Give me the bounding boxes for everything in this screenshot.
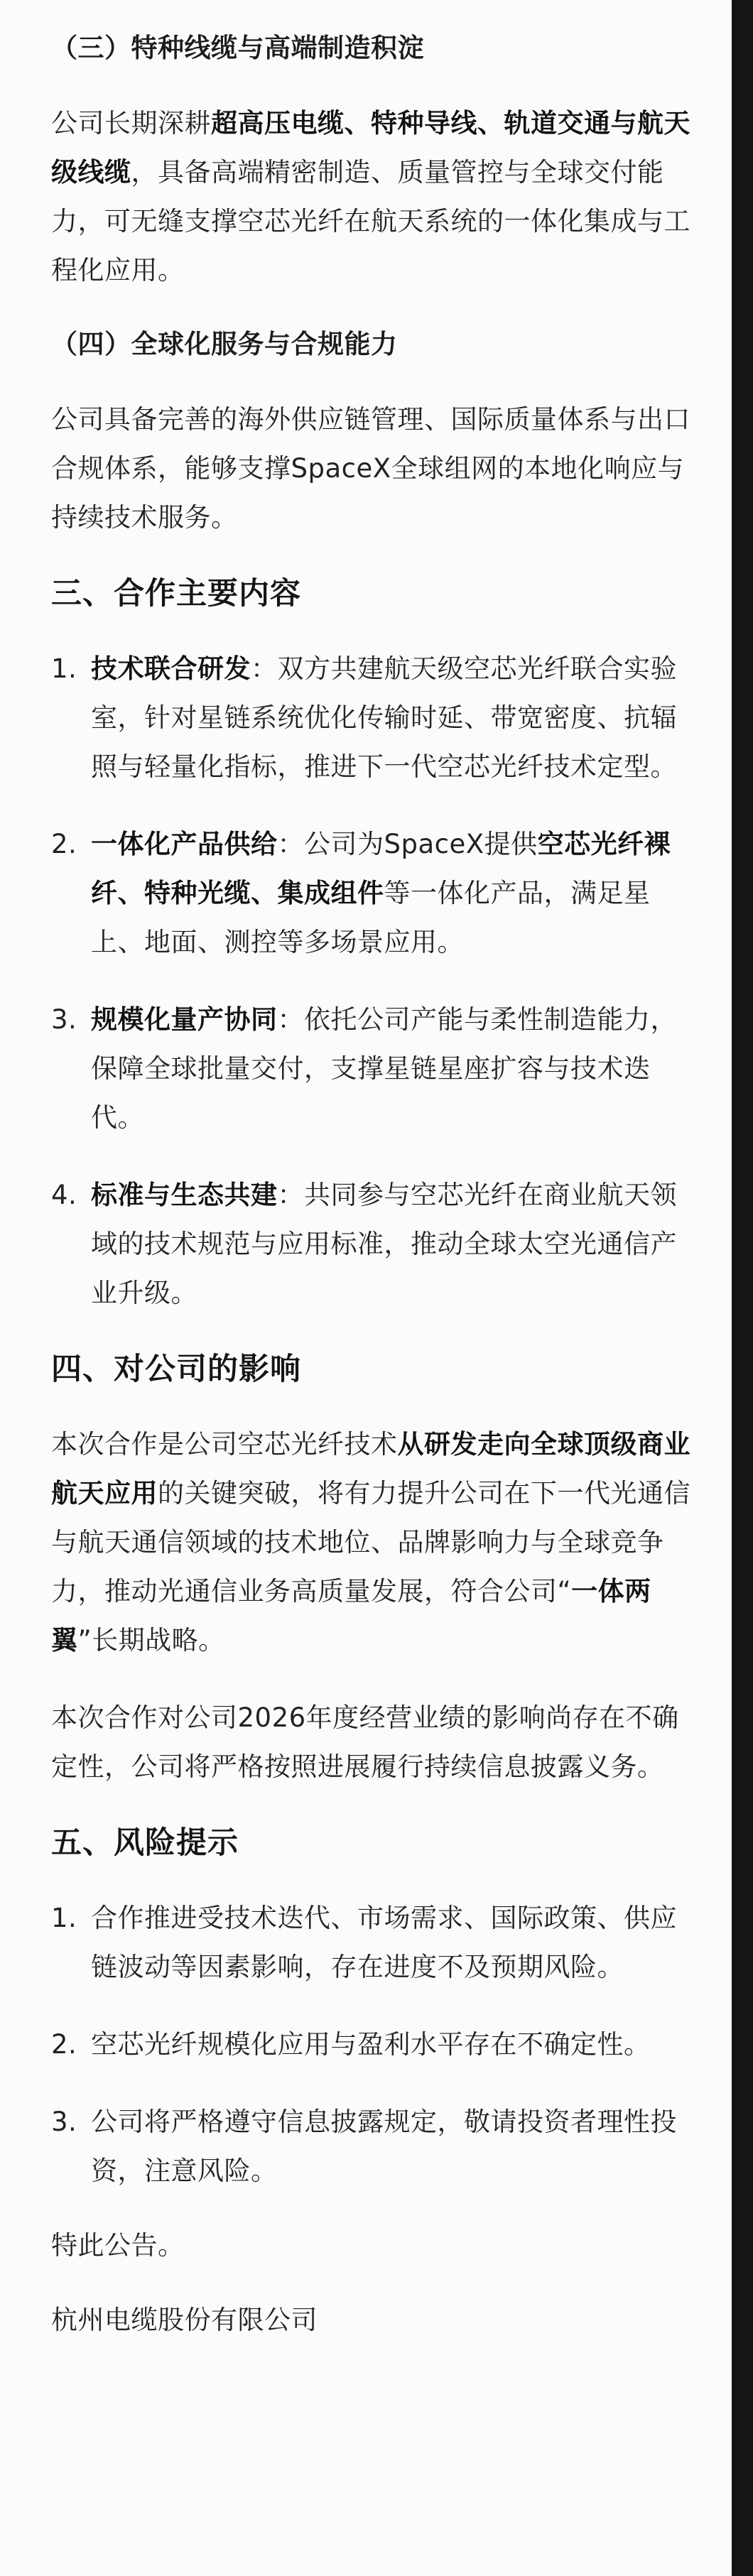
- list-item: 3. 规模化量产协同：依托公司产能与柔性制造能力，保障全球批量交付，支撑星链星座扩容与技术迭代。: [51, 1004, 677, 1133]
- paragraph-special-cables: 公司长期深耕超高压电缆、特种导线、轨道交通与航天级线缆，具备高端精密制造、质量管控与全球交付能力，可无缝支撑空芯光纤在航天系统的一体化集成与工程化应用。: [51, 108, 690, 286]
- paragraph-uncertainty: 本次合作对公司2026年度经营业绩的影响尚存在不确定性，公司将严格按照进展履行持续信息披露义务。: [51, 1702, 679, 1782]
- section-heading-global-service: （四）全球化服务与合规能力: [51, 329, 398, 359]
- list-item: 2. 空芯光纤规模化应用与盈利水平存在不确定性。: [51, 2029, 651, 2060]
- paragraph-impact: 本次合作是公司空芯光纤技术从研发走向全球顶级商业航天应用的关键突破，将有力提升公司在下一代光通信与航天通信领域的技术地位、品牌影响力与全球竞争力，推动光通信业务高质量发展，符合公司“一体两翼”长期战略。: [51, 1429, 690, 1656]
- list-item: 2. 一体化产品供给：公司为SpaceX提供空芯光纤裸纤、特种光缆、集成组件等一体化产品，满足星上、地面、测控等多场景应用。: [51, 829, 671, 957]
- list-item: 4. 标准与生态共建：共同参与空芯光纤在商业航天领域的技术规范与应用标准，推动全球太空光通信产业升级。: [51, 1180, 677, 1308]
- risk-heading: 五、风险提示: [51, 1825, 239, 1861]
- closing-text: 特此公告。: [51, 2230, 185, 2261]
- company-signature: 杭州电缆股份有限公司: [51, 2305, 318, 2335]
- paragraph-global-service: 公司具备完善的海外供应链管理、国际质量体系与出口合规体系，能够支撑SpaceX全球组网的本地化响应与持续技术服务。: [51, 404, 690, 533]
- list-item: 1. 合作推进受技术迭代、市场需求、国际政策、供应链波动等因素影响，存在进度不及预期风险。: [51, 1903, 677, 1982]
- bold-cable-types: 超高压电缆、特种导线、轨道交通与航天级线缆: [51, 108, 690, 188]
- section-heading-special-cables: （三）特种线缆与高端制造积淀: [51, 33, 424, 63]
- list-item: 1. 技术联合研发：双方共建航天级空芯光纤联合实验室，针对星链系统优化传输时延、带宽密度、抗辐照与轻量化指标，推进下一代空芯光纤技术定型。: [51, 653, 677, 782]
- impact-heading: 四、对公司的影响: [51, 1352, 301, 1387]
- dark-side-margin: [732, 0, 753, 2576]
- cooperation-list: [51, 644, 703, 1317]
- cooperation-heading: 三、合作主要内容: [51, 576, 301, 612]
- list-item: 3. 公司将严格遵守信息披露规定，敬请投资者理性投资，注意风险。: [51, 2107, 677, 2186]
- risk-list: [51, 1893, 703, 2195]
